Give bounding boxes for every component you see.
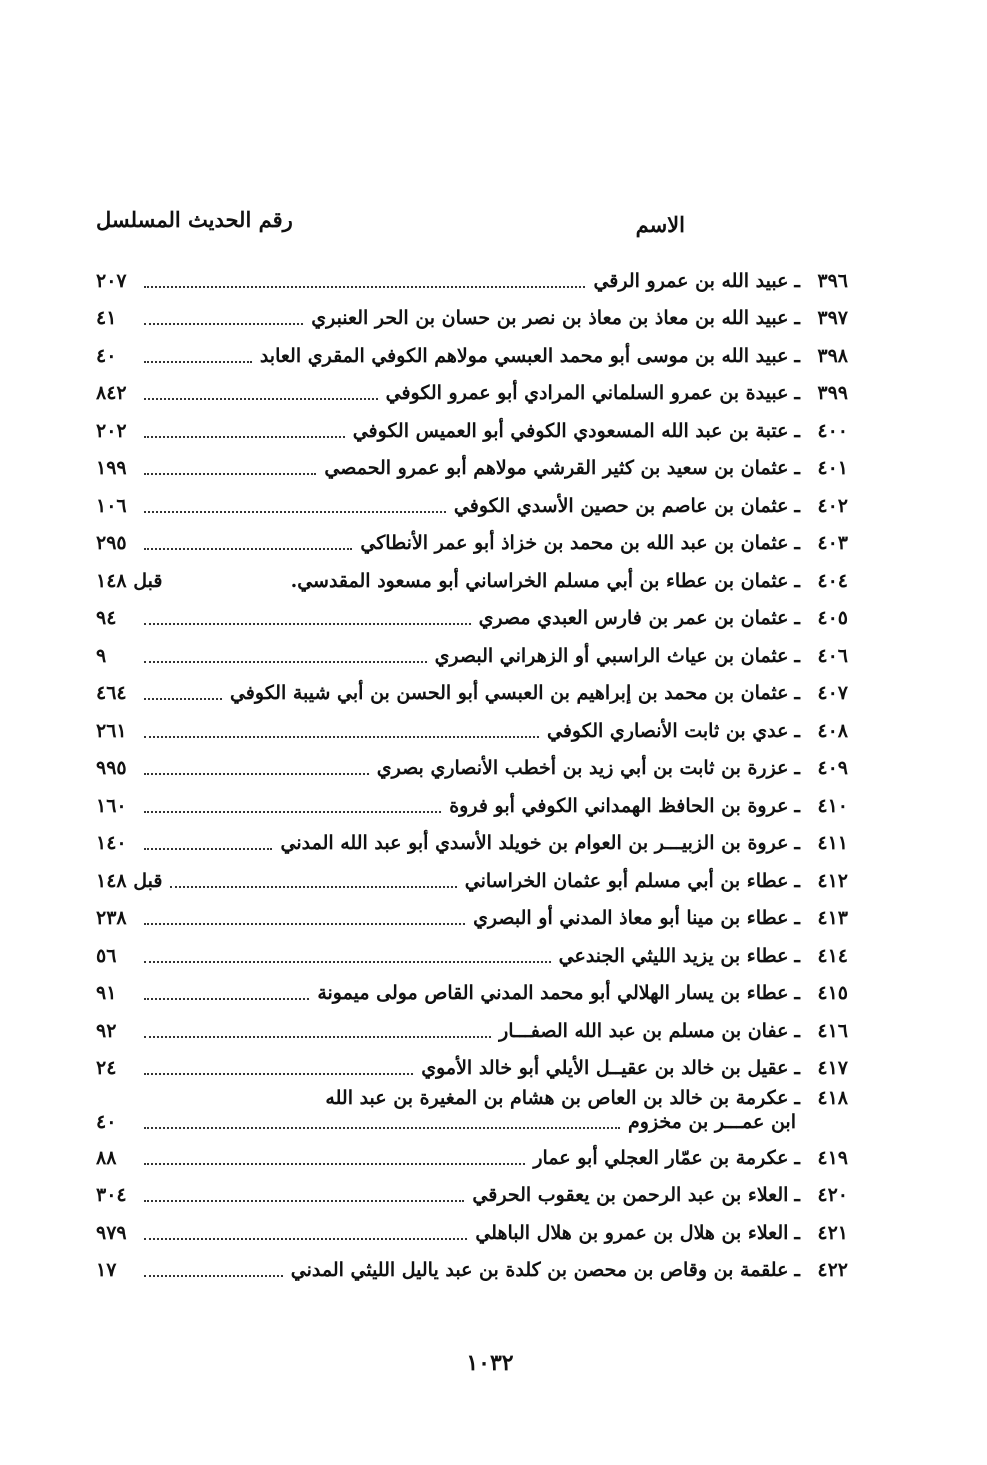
entry-number: ٤١٠ <box>817 794 848 817</box>
index-entry: ٤٠٦ ـ عثمان بن عياث الراسبي أو الزهراني البصري ٩ <box>96 644 848 667</box>
hadith-reference: ٨٤٢ <box>96 382 127 405</box>
dot-leader <box>144 286 585 288</box>
dot-leader <box>144 998 309 1000</box>
index-entry: ٤٠١ ـ عثمان بن سعيد بن كثير القرشي مولاهم أبو عمرو الحمصي ١٩٩ <box>96 457 848 480</box>
dot-leader <box>144 623 471 625</box>
dot-leader <box>144 398 378 400</box>
dot-leader <box>144 361 252 363</box>
hadith-reference: ١٠٦ <box>96 494 127 517</box>
entry-number: ٤٢١ <box>817 1221 848 1244</box>
narrator-name: عقيل بن خالد بن عقيــل الأيلي أبو خالد الأموي <box>421 1057 789 1080</box>
index-entry: ٤٠٩ ـ عزرة بن ثابت بن أبي زيد بن أخطب الأنصاري بصري ٩٩٥ <box>96 757 848 780</box>
index-entry: ٤٢٢ ـ علقمة بن وقاص بن محصن بن كلدة بن عبد ياليل الليثي المدني ١٧ <box>96 1259 848 1282</box>
dot-leader <box>144 1073 413 1075</box>
entry-number: ٣٩٦ <box>817 269 848 292</box>
index-entry: ٤١٤ ـ عطاء بن يزيد الليثي الجندعي ٥٦ <box>96 944 848 967</box>
index-entry: ٤١٣ ـ عطاء بن مينا أبو معاذ المدني أو البصري ٢٣٨ <box>96 907 848 930</box>
narrator-name: عطاء بن يزيد الليثي الجندعي <box>558 944 789 967</box>
dot-leader <box>144 548 352 550</box>
dot-leader <box>144 923 465 925</box>
entry-number: ٤٠١ <box>817 457 848 480</box>
dot-leader <box>144 511 446 513</box>
hadith-reference: ٩٩٥ <box>96 757 127 780</box>
entry-number: ٣٩٨ <box>817 344 848 367</box>
hadith-reference: ٢٠٧ <box>96 269 127 292</box>
dot-leader <box>144 1238 467 1240</box>
narrator-name-line2: ابن عمـــر بن مخزوم <box>628 1111 796 1133</box>
hadith-reference: قبل ١٤٨ <box>96 869 163 892</box>
index-entry: ٤٠٧ ـ عثمان بن محمد بن إبراهيم بن العبسي أبو الحسن بن أبي شيبة الكوفي ٤٦٤ <box>96 682 848 705</box>
hadith-reference: ٢٩٥ <box>96 532 127 555</box>
dot-leader <box>144 961 551 963</box>
hadith-reference: ١٧ <box>96 1259 117 1282</box>
index-entry: ٤١١ ـ عروة بن الزبيـــر بن العوام بن خويلد الأسدي أبو عبد الله المدني ١٤٠ <box>96 832 848 855</box>
narrator-name: عثمان بن سعيد بن كثير القرشي مولاهم أبو عمرو الحمصي <box>324 457 789 480</box>
index-entry: ٤٠٥ ـ عثمان بن عمر بن فارس العبدي مصري ٩٤ <box>96 607 848 630</box>
dot-leader <box>144 436 345 438</box>
dot-leader <box>144 736 539 738</box>
entry-number: ٤١٩ <box>817 1146 848 1169</box>
page-number: ١٠٣٢ <box>466 1350 514 1376</box>
entry-number: ٤١٧ <box>817 1057 848 1080</box>
narrator-name: عروة بن الحافظ الهمداني الكوفي أبو فروة <box>449 794 789 817</box>
entry-number: ٤١٤ <box>817 944 848 967</box>
index-entry: ٣٩٨ ـ عبيد الله بن موسى أبو محمد العبسي مولاهم الكوفي المقري العابد ٤٠ <box>96 344 848 367</box>
entry-number: ٣٩٩ <box>817 382 848 405</box>
narrator-name: العلاء بن هلال بن عمرو بن هلال الباهلي <box>475 1221 789 1244</box>
narrator-name: عبيد الله بن موسى أبو محمد العبسي مولاهم الكوفي المقري العابد <box>259 344 789 367</box>
dot-leader <box>144 1275 283 1277</box>
narrator-name: عثمان بن عمر بن فارس العبدي مصري <box>478 607 789 630</box>
narrator-name-line1: عكرمة بن خالد بن العاص بن هشام بن المغيرة بن عبد الله <box>325 1087 789 1109</box>
dot-leader <box>170 886 456 888</box>
narrator-name: العلاء بن عبد الرحمن بن يعقوب الحرقي <box>472 1184 789 1207</box>
hadith-reference: ٤٠ <box>96 344 117 367</box>
index-entry: ٤٠٨ ـ عدي بن ثابت الأنصاري الكوفي ٢٦١ <box>96 719 848 742</box>
narrator-name: عفان بن مسلم بن عبد الله الصفـــار <box>499 1019 789 1042</box>
narrator-name: عطاء بن يسار الهلالي أبو محمد المدني القاص مولى ميمونة <box>317 982 789 1005</box>
dot-leader <box>144 1200 464 1202</box>
entry-number: ٤١٢ <box>817 869 848 892</box>
entry-number: ٤١٣ <box>817 907 848 930</box>
hadith-reference: ٤١ <box>96 307 117 330</box>
narrator-name: عبيد الله بن معاذ بن معاذ بن نصر بن حسان بن الحر العنبري <box>311 307 789 330</box>
entry-number: ٤٠٠ <box>817 419 848 442</box>
narrator-name: علقمة بن وقاص بن محصن بن كلدة بن عبد ياليل الليثي المدني <box>290 1259 789 1282</box>
hadith-reference: ١٩٩ <box>96 457 127 480</box>
dot-leader <box>144 811 441 813</box>
hadith-reference: ٣٠٤ <box>96 1184 127 1207</box>
entry-number: ٤١٥ <box>817 982 848 1005</box>
index-entry: ٣٩٩ ـ عبيدة بن عمرو السلماني المرادي أبو عمرو الكوفي ٨٤٢ <box>96 382 848 405</box>
dot-leader <box>144 323 303 325</box>
index-entry: ٤١٧ ـ عقيل بن خالد بن عقيــل الأيلي أبو خالد الأموي ٢٤ <box>96 1057 848 1080</box>
hadith-reference: ٢٣٨ <box>96 907 127 930</box>
name-column-header: الاسم <box>635 212 685 237</box>
narrator-name: عبيد الله بن عمرو الرقي <box>593 269 789 292</box>
index-entry: ٤١٩ ـ عكرمة بن عمّار العجلي أبو عمار ٨٨ <box>96 1146 848 1169</box>
entry-number: ٤٠٦ <box>817 644 848 667</box>
dot-leader <box>144 848 272 850</box>
dot-leader <box>144 473 316 475</box>
narrator-name: عكرمة بن عمّار العجلي أبو عمار <box>533 1146 789 1169</box>
hadith-reference: ١٤٠ <box>96 832 127 855</box>
dot-leader <box>144 773 369 775</box>
narrator-name: عطاء بن أبي مسلم أبو عثمان الخراساني <box>464 869 789 892</box>
index-entry: ٣٩٦ ـ عبيد الله بن عمرو الرقي ٢٠٧ <box>96 269 848 292</box>
hadith-reference: ٩١ <box>96 982 117 1005</box>
index-entries-list <box>96 262 848 1289</box>
index-entry: ٤١٢ ـ عطاء بن أبي مسلم أبو عثمان الخراساني قبل ١٤٨ <box>96 869 848 892</box>
leader-spacer <box>170 586 282 588</box>
dot-leader <box>144 1036 491 1038</box>
entry-number: ٤٠٢ <box>817 494 848 517</box>
entry-number: ٤٢٠ <box>817 1184 848 1207</box>
index-entry-multiline <box>96 1087 848 1139</box>
hadith-reference: ٤٠ <box>96 1111 117 1133</box>
index-entry: ٤١٥ ـ عطاء بن يسار الهلالي أبو محمد المدني القاص مولى ميمونة ٩١ <box>96 982 848 1005</box>
dot-leader <box>144 661 427 663</box>
entry-number: ٤١٦ <box>817 1019 848 1042</box>
hadith-reference: ١٦٠ <box>96 794 127 817</box>
narrator-name: عروة بن الزبيـــر بن العوام بن خويلد الأسدي أبو عبد الله المدني <box>280 832 789 855</box>
hadith-reference: ٢٤ <box>96 1057 117 1080</box>
index-entry: ٤٠٢ ـ عثمان بن عاصم بن حصين الأسدي الكوفي ١٠٦ <box>96 494 848 517</box>
entry-number: ٤١٨ <box>817 1087 848 1109</box>
index-entry: ٤٠٤ ـ عثمان بن عطاء بن أبي مسلم الخراساني أبو مسعود المقدسي. قبل ١٤٨ <box>96 569 848 592</box>
entry-number: ٣٩٧ <box>817 307 848 330</box>
entry-number: ٤٠٣ <box>817 532 848 555</box>
hadith-reference: قبل ١٤٨ <box>96 569 163 592</box>
hadith-reference: ٩٢ <box>96 1019 117 1042</box>
index-entry: ٤١٠ ـ عروة بن الحافظ الهمداني الكوفي أبو فروة ١٦٠ <box>96 794 848 817</box>
hadith-reference: ٢٠٢ <box>96 419 127 442</box>
narrator-name: عدي بن ثابت الأنصاري الكوفي <box>546 719 789 742</box>
narrator-name: عطاء بن مينا أبو معاذ المدني أو البصري <box>473 907 789 930</box>
narrator-name: عزرة بن ثابت بن أبي زيد بن أخطب الأنصاري بصري <box>376 757 789 780</box>
index-entry: ٤٢٠ ـ العلاء بن عبد الرحمن بن يعقوب الحرقي ٣٠٤ <box>96 1184 848 1207</box>
narrator-name: عثمان بن محمد بن إبراهيم بن العبسي أبو الحسن بن أبي شيبة الكوفي <box>229 682 789 705</box>
entry-number: ٤٢٢ <box>817 1259 848 1282</box>
dot-leader <box>144 698 222 700</box>
entry-number: ٤٠٨ <box>817 719 848 742</box>
hadith-reference: ٤٦٤ <box>96 682 127 705</box>
entry-first-line: ٤١٨ ـ عكرمة بن خالد بن العاص بن هشام بن المغيرة بن عبد الله <box>325 1087 848 1109</box>
index-entry: ٤١٦ ـ عفان بن مسلم بن عبد الله الصفـــار ٩٢ <box>96 1019 848 1042</box>
entry-number: ٤٠٧ <box>817 682 848 705</box>
hadith-number-column-header: رقم الحديث المسلسل <box>96 207 293 232</box>
entry-second-line <box>96 1111 796 1133</box>
narrator-name: عبيدة بن عمرو السلماني المرادي أبو عمرو الكوفي <box>385 382 789 405</box>
dot-leader <box>144 1127 620 1129</box>
narrator-name: عثمان بن عبد الله بن محمد بن خزاذ أبو عمر الأنطاكي <box>360 532 789 555</box>
entry-number: ٤٠٤ <box>817 569 848 592</box>
hadith-reference: ٢٦١ <box>96 719 127 742</box>
hadith-reference: ٩ <box>96 644 107 667</box>
hadith-reference: ٥٦ <box>96 944 117 967</box>
narrator-name: عثمان بن عاصم بن حصين الأسدي الكوفي <box>453 494 789 517</box>
index-entry: ٤٠٣ ـ عثمان بن عبد الله بن محمد بن خزاذ أبو عمر الأنطاكي ٢٩٥ <box>96 532 848 555</box>
hadith-reference: ٨٨ <box>96 1146 117 1169</box>
index-entry: ٣٩٧ ـ عبيد الله بن معاذ بن معاذ بن نصر بن حسان بن الحر العنبري ٤١ <box>96 307 848 330</box>
entry-number: ٤٠٥ <box>817 607 848 630</box>
entry-number: ٤٠٩ <box>817 757 848 780</box>
narrator-name: عتبة بن عبد الله المسعودي الكوفي أبو العميس الكوفي <box>352 419 789 442</box>
index-entry: ٤٢١ ـ العلاء بن هلال بن عمرو بن هلال الباهلي ٩٧٩ <box>96 1221 848 1244</box>
hadith-reference: ٩٤ <box>96 607 117 630</box>
narrator-name: عثمان بن عطاء بن أبي مسلم الخراساني أبو مسعود المقدسي. <box>290 569 789 592</box>
narrator-name: عثمان بن عياث الراسبي أو الزهراني البصري <box>434 644 789 667</box>
entry-number: ٤١١ <box>817 832 848 855</box>
hadith-reference: ٩٧٩ <box>96 1221 127 1244</box>
index-entry: ٤٠٠ ـ عتبة بن عبد الله المسعودي الكوفي أبو العميس الكوفي ٢٠٢ <box>96 419 848 442</box>
dot-leader <box>144 1163 525 1165</box>
